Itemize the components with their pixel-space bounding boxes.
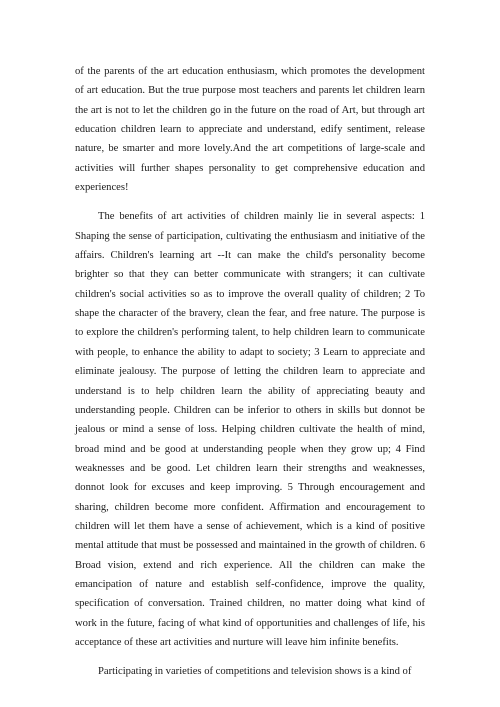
paragraph-spacer bbox=[75, 652, 425, 662]
paragraph-1: of the parents of the art education enthusiasm, which promotes the development of art education. But the true purpose most teachers and parents let children learn the art is not to let the children go in the future on the road of Art, but through art education children learn to appreciate and understand, edify sentiment, release nature, be smarter and more lovely.And the art competitions of large-scale and activities will further shapes personality to get comprehensive education and experiences! bbox=[75, 66, 425, 194]
paragraph-2: The benefits of art activities of children mainly lie in several aspects: 1 Shaping the sense of participation, cultivating the enthusiasm and initiative of the affairs. Children's learning art --It can make the child's personality become brighter so that they can better communicate with strangers; it can cultivate children's social activities so as to improve the overall quality of children; 2 To shape the character of the bravery, clean the fear, and free nature. The purpose is to explore the children's performing talent, to help children learn to communicate with people, to enhance the ability to adapt to society; 3 Learn to appreciate and eliminate jealousy. The purpose of letting the children learn to appreciate and understand is to help children learn the ability of appreciating beauty and understanding people. Children can be inferior to others in skills but donnot be jealous or mind a sense of loss. Helping children cultivate the health of mind, broad mind and be good at understanding people when they grow up; 4 Find weaknesses and be good. Let children learn their strengths and weaknesses, donnot look for excuses and keep improving. 5 Through encouragement and sharing, children become more confident. Affirmation and encouragement to children will let them have a sense of achievement, which is a kind of positive mental attitude that must be possessed and maintained in the growth of children. 6 Broad vision, extend and rich experience. All the children can make the emancipation of nature and establish self-confidence, improve the quality, specification of conversation. Trained children, no matter doing what kind of work in the future, facing of what kind of opportunities and challenges of life, his acceptance of these art activities and nurture will leave him infinite benefits. bbox=[75, 211, 425, 648]
paragraph-3: Participating in varieties of competitions and television shows is a kind of bbox=[98, 666, 412, 678]
document-body bbox=[75, 62, 425, 682]
paragraph-spacer bbox=[75, 197, 425, 207]
